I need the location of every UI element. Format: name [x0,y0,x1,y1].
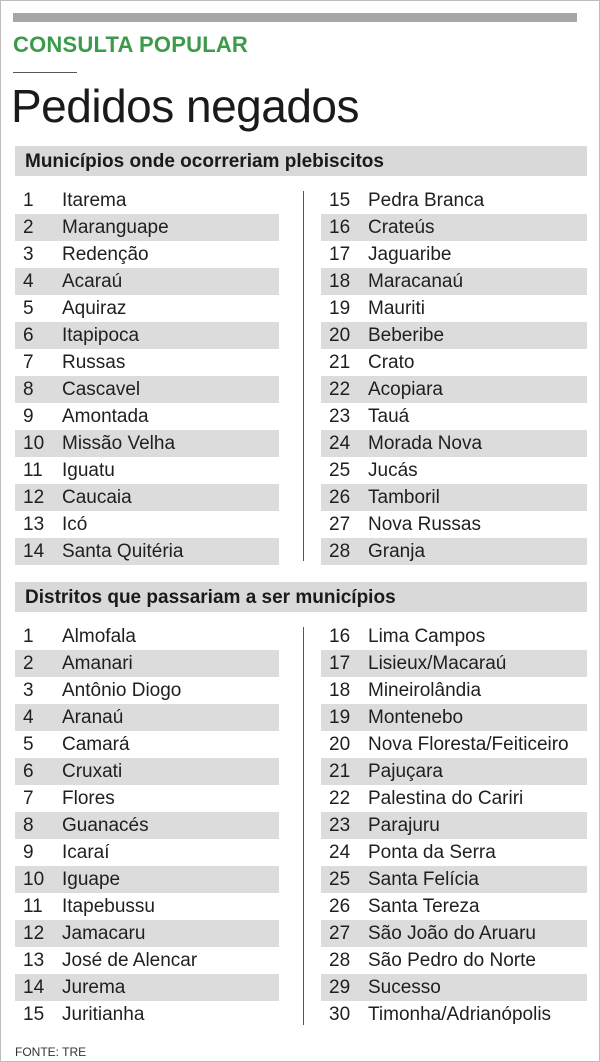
list-item [15,974,279,1001]
item-name: Timonha/Adrianópolis [368,1004,552,1025]
list-item [321,758,587,785]
item-number: 27 [329,514,351,535]
item-name: Amontada [62,406,149,427]
item-number: 24 [329,842,351,863]
list-item [15,349,279,376]
list-item [15,704,279,731]
item-name: Morada Nova [368,433,483,454]
item-name: Russas [62,352,126,373]
list-item [321,704,587,731]
list-item [321,812,587,839]
item-name: Redenção [62,244,149,265]
list-item [15,214,279,241]
item-name: Pajuçara [368,761,443,782]
item-name: Itapipoca [62,325,140,346]
item-name: Pedra Branca [368,190,485,211]
list-item [321,893,587,920]
item-name: Tauá [368,406,410,427]
list-item [15,484,279,511]
list-item [321,241,587,268]
item-number: 24 [329,433,351,454]
item-number: 14 [23,541,45,562]
list-item [15,1001,279,1028]
section-header-distritos [15,582,587,612]
item-number: 6 [23,325,34,346]
kicker-divider [13,72,77,73]
list-item [321,430,587,457]
list-item [15,920,279,947]
item-name: Crato [368,352,415,373]
item-number: 2 [23,217,34,238]
item-number: 7 [23,352,34,373]
item-number: 11 [23,460,43,481]
list-item [15,947,279,974]
list-item [15,430,279,457]
item-name: Ponta da Serra [368,842,496,863]
item-name: Amanari [62,653,133,674]
item-number: 18 [329,680,351,701]
list-item [321,785,587,812]
list-item [321,511,587,538]
item-name: Palestina do Cariri [368,788,524,809]
item-name: Itapebussu [62,896,155,917]
item-name: Iguatu [62,460,115,481]
item-name: Beberibe [368,325,445,346]
list-item [15,839,279,866]
item-name: Maranguape [62,217,169,238]
list-item [15,731,279,758]
item-number: 28 [329,950,351,971]
municipios-list-right [321,187,587,565]
item-number: 28 [329,541,351,562]
list-item [15,241,279,268]
item-name: Jaguaribe [368,244,452,265]
list-item [321,268,587,295]
item-number: 13 [23,514,45,535]
item-name: São Pedro do Norte [368,950,536,971]
item-name: Jamacaru [62,923,146,944]
list-item [15,403,279,430]
kicker: CONSULTA POPULAR [13,32,249,57]
item-number: 16 [329,217,351,238]
list-item [321,484,587,511]
item-number: 25 [329,460,351,481]
item-name: Lima Campos [368,626,486,647]
item-name: Antônio Diogo [62,680,182,701]
item-name: Icó [62,514,88,535]
item-name: Itarema [62,190,127,211]
item-name: Parajuru [368,815,440,836]
item-name: Santa Quitéria [62,541,184,562]
list-item [15,866,279,893]
list-item [15,812,279,839]
section-header-municipios [15,146,587,176]
list-item [15,457,279,484]
item-number: 7 [23,788,34,809]
item-number: 15 [23,1004,45,1025]
item-name: Flores [62,788,115,809]
item-number: 8 [23,379,34,400]
list-item [321,623,587,650]
item-name: Acopiara [368,379,443,400]
list-item [321,538,587,565]
list-item [321,974,587,1001]
item-name: Aranaú [62,707,124,728]
list-item [321,1001,587,1028]
list-item [321,322,587,349]
list-item [15,623,279,650]
item-name: Guanacés [62,815,149,836]
item-name: Santa Felícia [368,869,479,890]
list-item [321,295,587,322]
item-number: 22 [329,379,351,400]
list-item [321,920,587,947]
item-name: Iguape [62,869,121,890]
section-title-municipios: Municípios onde ocorreriam plebiscitos [25,151,384,172]
item-name: Cascavel [62,379,141,400]
item-name: Montenebo [368,707,464,728]
list-item [321,947,587,974]
item-number: 27 [329,923,351,944]
item-name: Jurema [62,977,126,998]
headline: Pedidos negados [11,80,360,132]
item-number: 6 [23,761,34,782]
item-name: Cruxati [62,761,123,782]
item-number: 3 [23,244,34,265]
item-name: Juritianha [62,1004,145,1025]
list-item [15,538,279,565]
list-item [15,295,279,322]
list-item [321,187,587,214]
list-item [15,785,279,812]
item-number: 20 [329,325,351,346]
list-item [321,214,587,241]
item-name: Missão Velha [62,433,176,454]
list-item [321,731,587,758]
item-number: 23 [329,815,351,836]
item-name: Crateús [368,217,435,238]
item-number: 12 [23,923,45,944]
list-item [321,866,587,893]
item-name: Sucesso [368,977,441,998]
item-name: Maracanaú [368,271,464,292]
item-number: 20 [329,734,351,755]
item-name: Mauriti [368,298,426,319]
list-item [321,403,587,430]
top-rule [13,13,577,22]
item-number: 3 [23,680,34,701]
item-name: São João do Aruaru [368,923,536,944]
list-item [15,322,279,349]
item-number: 26 [329,487,351,508]
distritos-list-right [321,623,587,1028]
item-number: 9 [23,406,34,427]
item-name: Lisieux/Macaraú [368,653,507,674]
item-name: Mineirolândia [368,680,482,701]
list-item [15,511,279,538]
item-name: José de Alencar [62,950,198,971]
column-divider [303,627,304,1025]
list-item [321,839,587,866]
list-item [15,893,279,920]
item-name: Tamboril [368,487,440,508]
item-number: 1 [23,190,34,211]
list-item [15,376,279,403]
item-number: 21 [329,352,351,373]
item-number: 9 [23,842,34,863]
item-number: 19 [329,298,351,319]
item-name: Nova Russas [368,514,481,535]
item-number: 5 [23,298,34,319]
column-divider [303,191,304,561]
item-number: 18 [329,271,351,292]
item-number: 12 [23,487,45,508]
item-number: 29 [329,977,351,998]
item-number: 17 [329,653,351,674]
item-number: 30 [329,1004,351,1025]
item-number: 13 [23,950,45,971]
list-item [15,187,279,214]
item-number: 21 [329,761,351,782]
section-title-distritos: Distritos que passariam a ser municípios [25,587,396,608]
item-number: 10 [23,433,45,454]
list-item [321,457,587,484]
item-number: 11 [23,896,43,917]
item-name: Caucaia [62,487,132,508]
item-number: 22 [329,788,351,809]
item-number: 14 [23,977,45,998]
source-credit: FONTE: TRE [15,1045,87,1059]
item-number: 4 [23,707,34,728]
list-item [321,349,587,376]
item-number: 5 [23,734,34,755]
item-number: 19 [329,707,351,728]
item-name: Nova Floresta/Feiticeiro [368,734,569,755]
item-name: Granja [368,541,426,562]
list-item [15,758,279,785]
item-number: 26 [329,896,351,917]
item-name: Acaraú [62,271,123,292]
list-item [321,677,587,704]
distritos-list-left [15,623,279,1028]
list-item [321,650,587,677]
item-name: Icaraí [62,842,110,863]
item-number: 25 [329,869,351,890]
item-name: Camará [62,734,130,755]
list-item [15,268,279,295]
item-name: Aquiraz [62,298,127,319]
list-item [321,376,587,403]
municipios-list-left [15,187,279,565]
item-number: 17 [329,244,351,265]
item-number: 2 [23,653,34,674]
item-name: Santa Tereza [368,896,480,917]
list-item [15,650,279,677]
item-number: 4 [23,271,34,292]
list-item [15,677,279,704]
item-number: 1 [23,626,34,647]
item-number: 23 [329,406,351,427]
item-number: 15 [329,190,351,211]
item-name: Almofala [62,626,136,647]
item-number: 8 [23,815,34,836]
item-number: 16 [329,626,351,647]
item-name: Jucás [368,460,418,481]
item-number: 10 [23,869,45,890]
